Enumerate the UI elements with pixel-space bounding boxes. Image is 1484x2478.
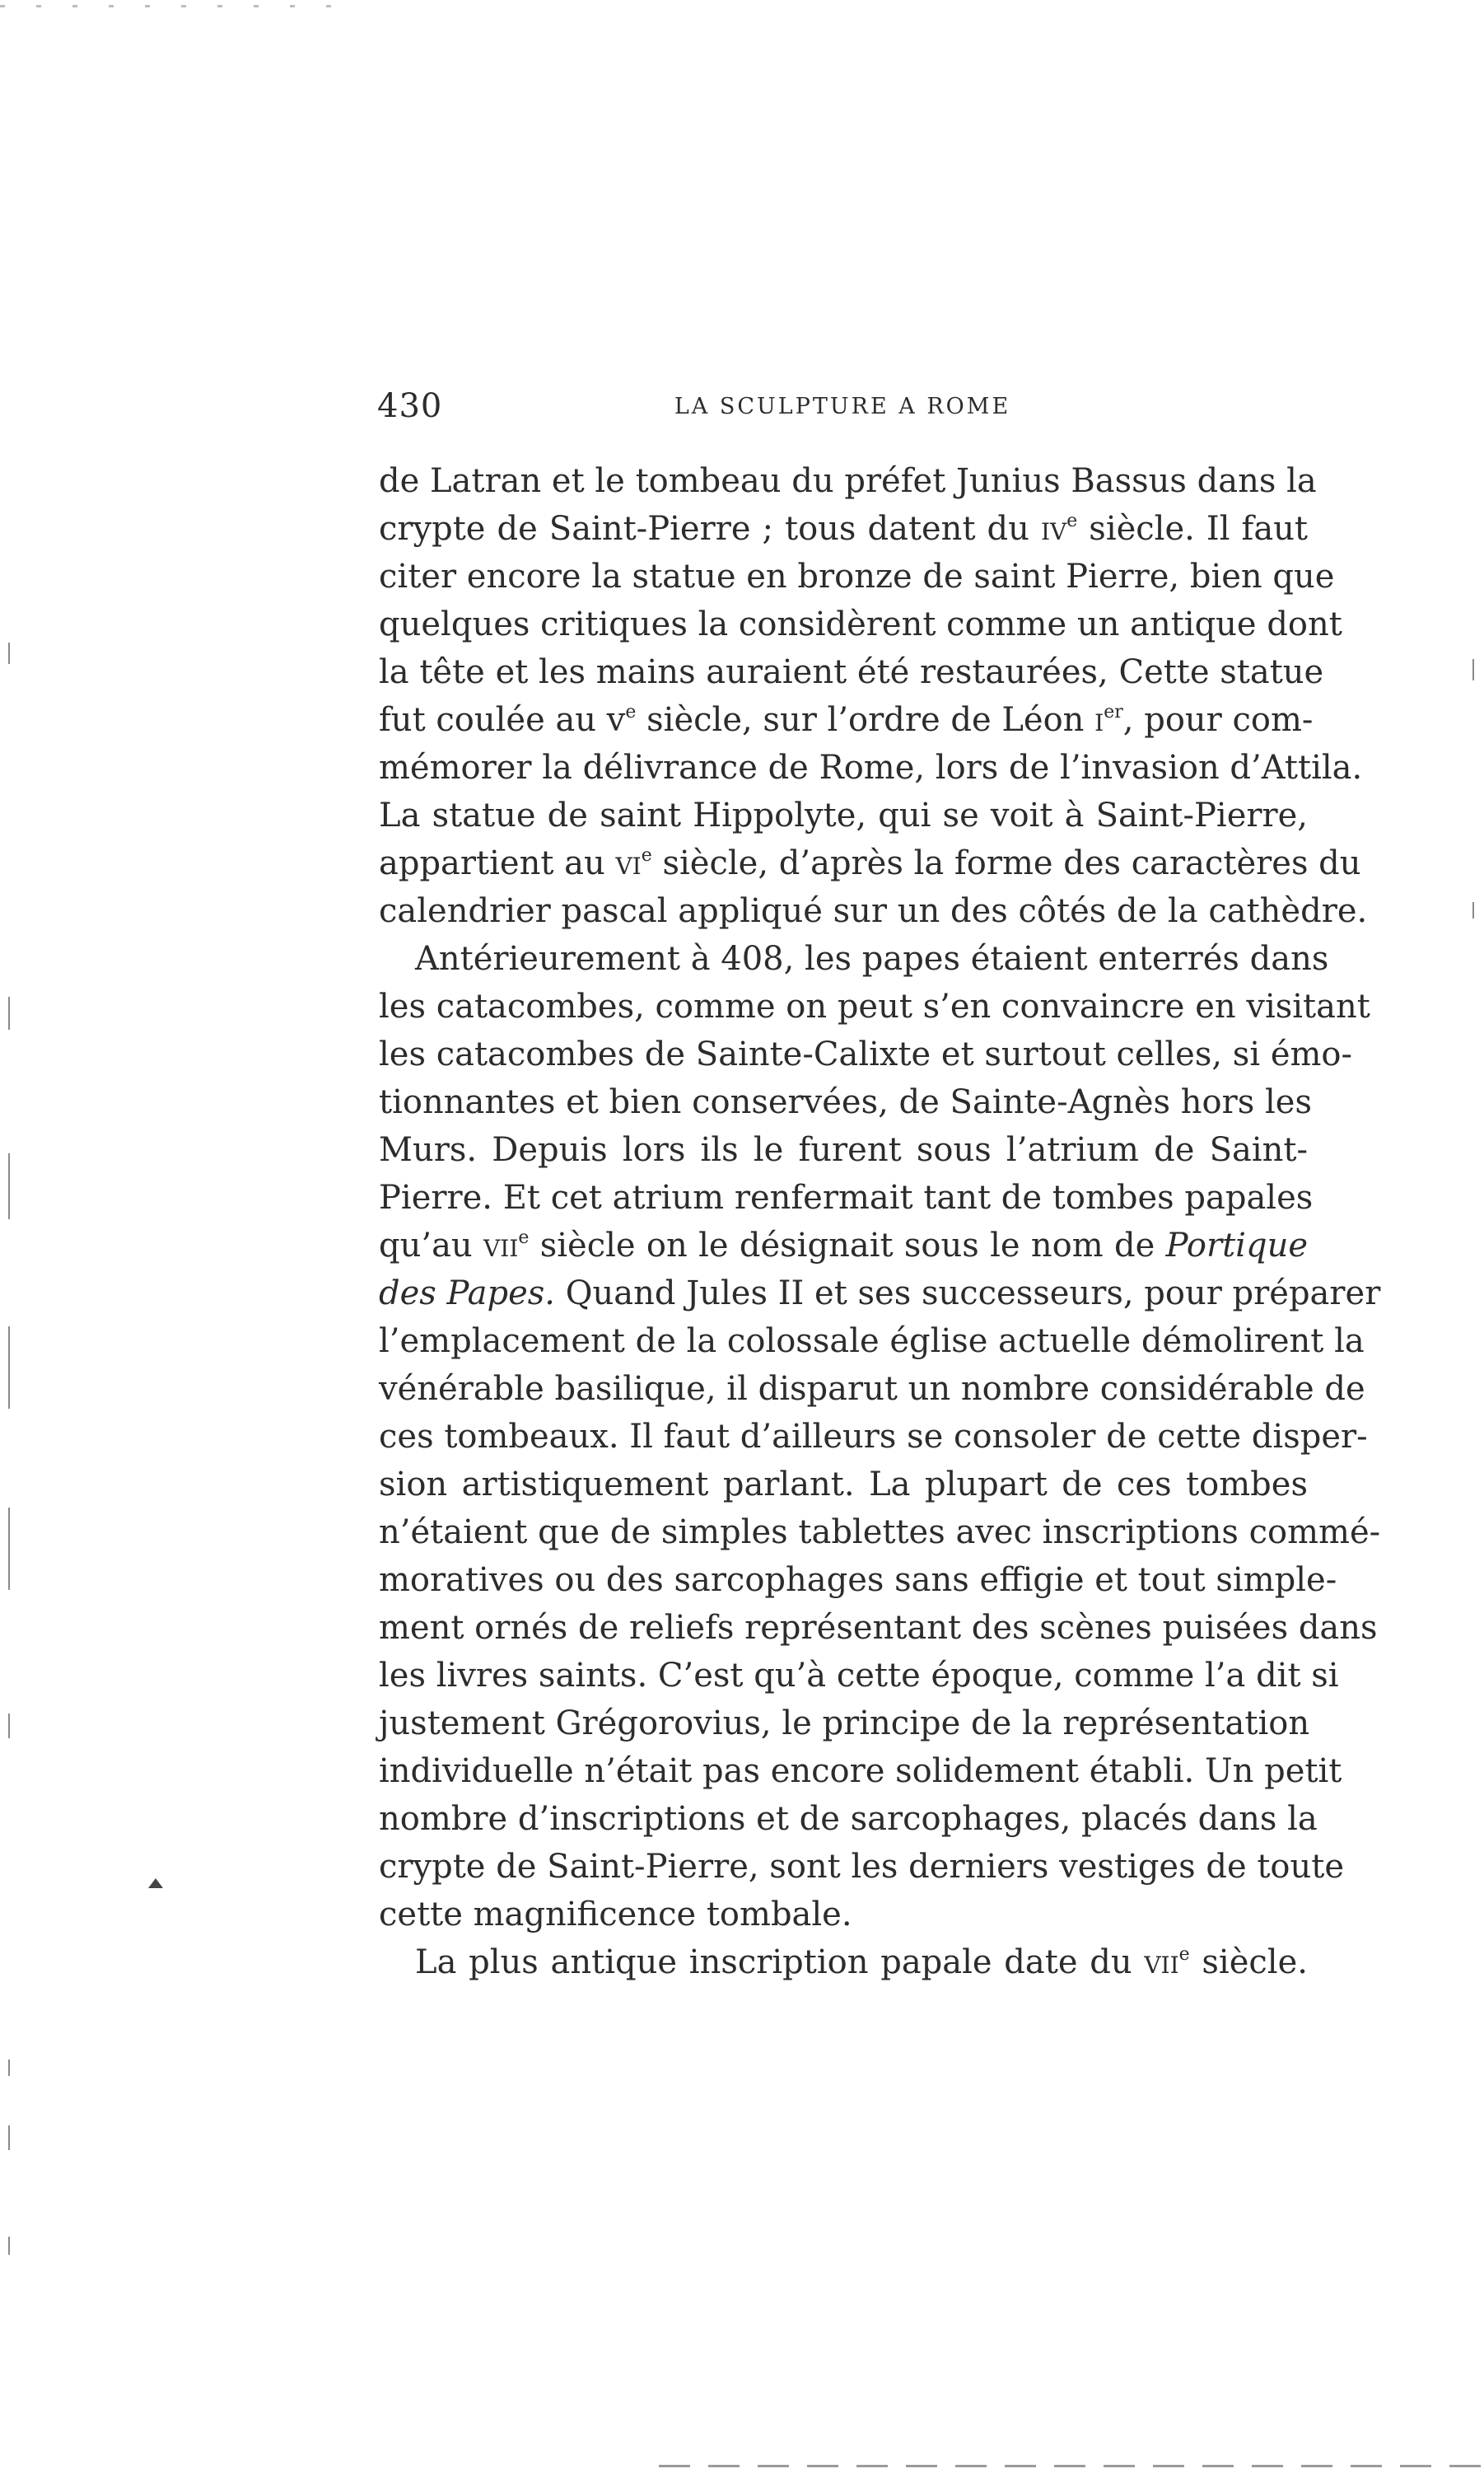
- text-line: crypte de Saint-Pierre, sont les derniers vestiges de toute: [379, 1848, 1344, 1886]
- scan-edge-mark: [8, 643, 10, 664]
- text-line: vénérable basilique, il disparut un nombre considérable de: [379, 1370, 1365, 1408]
- scan-arrow-mark: [148, 1878, 163, 1888]
- text-line: Murs. Depuis lors ils le furent sous l’atrium de Saint-: [379, 1131, 1308, 1169]
- page-header: [377, 387, 1308, 437]
- text-line: qu’au vii$^e$ siècle on le désignait sous le nom de Portique: [379, 1227, 1309, 1265]
- text-line: appartient au $vi^e$ siècle, d’après la forme des caractères du: [379, 844, 1361, 882]
- running-head: LA SCULPTURE A ROME: [674, 394, 1011, 419]
- text-line: crypte de Saint-Pierre ; tous datent du $iv^e$ siècle. Il faut: [379, 510, 1308, 548]
- scan-edge-mark: [8, 997, 10, 1030]
- scan-edge-mark: [8, 1508, 10, 1590]
- scan-edge-mark: [8, 2060, 10, 2076]
- scan-edge-mark: [1472, 902, 1474, 919]
- text-line: ces tombeaux. Il faut d’ailleurs se consoler de cette disper-: [379, 1418, 1368, 1456]
- text-line: les livres saints. C’est qu’à cette époque, comme l’a dit si: [379, 1657, 1339, 1695]
- text-line: fut coulée au $v^e$ siècle, sur l’ordre de Léon $i^{er}$, pour com-: [379, 701, 1314, 739]
- text-line: cette magnificence tombale.: [379, 1896, 852, 1933]
- scan-bottom-dashes: [659, 2465, 1482, 2467]
- scan-edge-mark: [8, 2237, 10, 2255]
- scan-edge-mark: [8, 1153, 10, 1219]
- scan-edge-mark: [1472, 659, 1474, 680]
- text-line: La plus antique inscription papale date du vii$^e$ siècle.: [415, 1943, 1308, 1981]
- text-line: La statue de saint Hippolyte, qui se voit à Saint-Pierre,: [379, 797, 1308, 835]
- scan-edge-mark: [8, 1714, 10, 1738]
- text-line: les catacombes de Sainte-Calixte et surtout celles, si émo-: [379, 1036, 1353, 1073]
- text-line: individuelle n’était pas encore solidement établi. Un petit: [379, 1752, 1342, 1790]
- text-line: moratives ou des sarcophages sans effigie et tout simple-: [379, 1561, 1337, 1599]
- text-line: quelques critiques la considèrent comme un antique dont: [379, 605, 1342, 643]
- text-line: l’emplacement de la colossale église actuelle démolirent la: [379, 1322, 1365, 1360]
- page-number: 430: [377, 387, 443, 425]
- body-text: [379, 457, 1381, 1986]
- text-line: la tête et les mains auraient été restaurées, Cette statue: [379, 653, 1324, 691]
- text-line: citer encore la statue en bronze de saint Pierre, bien que: [379, 558, 1335, 596]
- text-line: Pierre. Et cet atrium renfermait tant de tombes papales: [379, 1179, 1314, 1217]
- text-line: mémorer la délivrance de Rome, lors de l’invasion d’Attila.: [379, 749, 1363, 787]
- text-line: des Papes. Quand Jules II et ses successeurs, pour préparer: [379, 1274, 1381, 1312]
- scan-edge-dots: [0, 5, 362, 7]
- text-line: calendrier pascal appliqué sur un des côtés de la cathèdre.: [379, 892, 1368, 930]
- text-line: ment ornés de reliefs représentant des scènes puisées dans: [379, 1609, 1378, 1647]
- text-line: sion artistiquement parlant. La plupart de ces tombes: [379, 1466, 1308, 1503]
- text-line: justement Grégorovius, le principe de la représentation: [379, 1704, 1310, 1742]
- text-line: nombre d’inscriptions et de sarcophages, placés dans la: [379, 1800, 1318, 1838]
- text-line: Antérieurement à 408, les papes étaient enterrés dans: [415, 940, 1329, 978]
- text-line: tionnantes et bien conservées, de Sainte-Agnès hors les: [379, 1083, 1312, 1121]
- scan-edge-mark: [8, 2125, 10, 2150]
- text-line: de Latran et le tombeau du préfet Junius Bassus dans la: [379, 462, 1317, 500]
- text-line: les catacombes, comme on peut s’en convaincre en visitant: [379, 988, 1370, 1026]
- scan-edge-mark: [8, 1326, 10, 1409]
- text-line: n’étaient que de simples tablettes avec inscriptions commé-: [379, 1513, 1381, 1551]
